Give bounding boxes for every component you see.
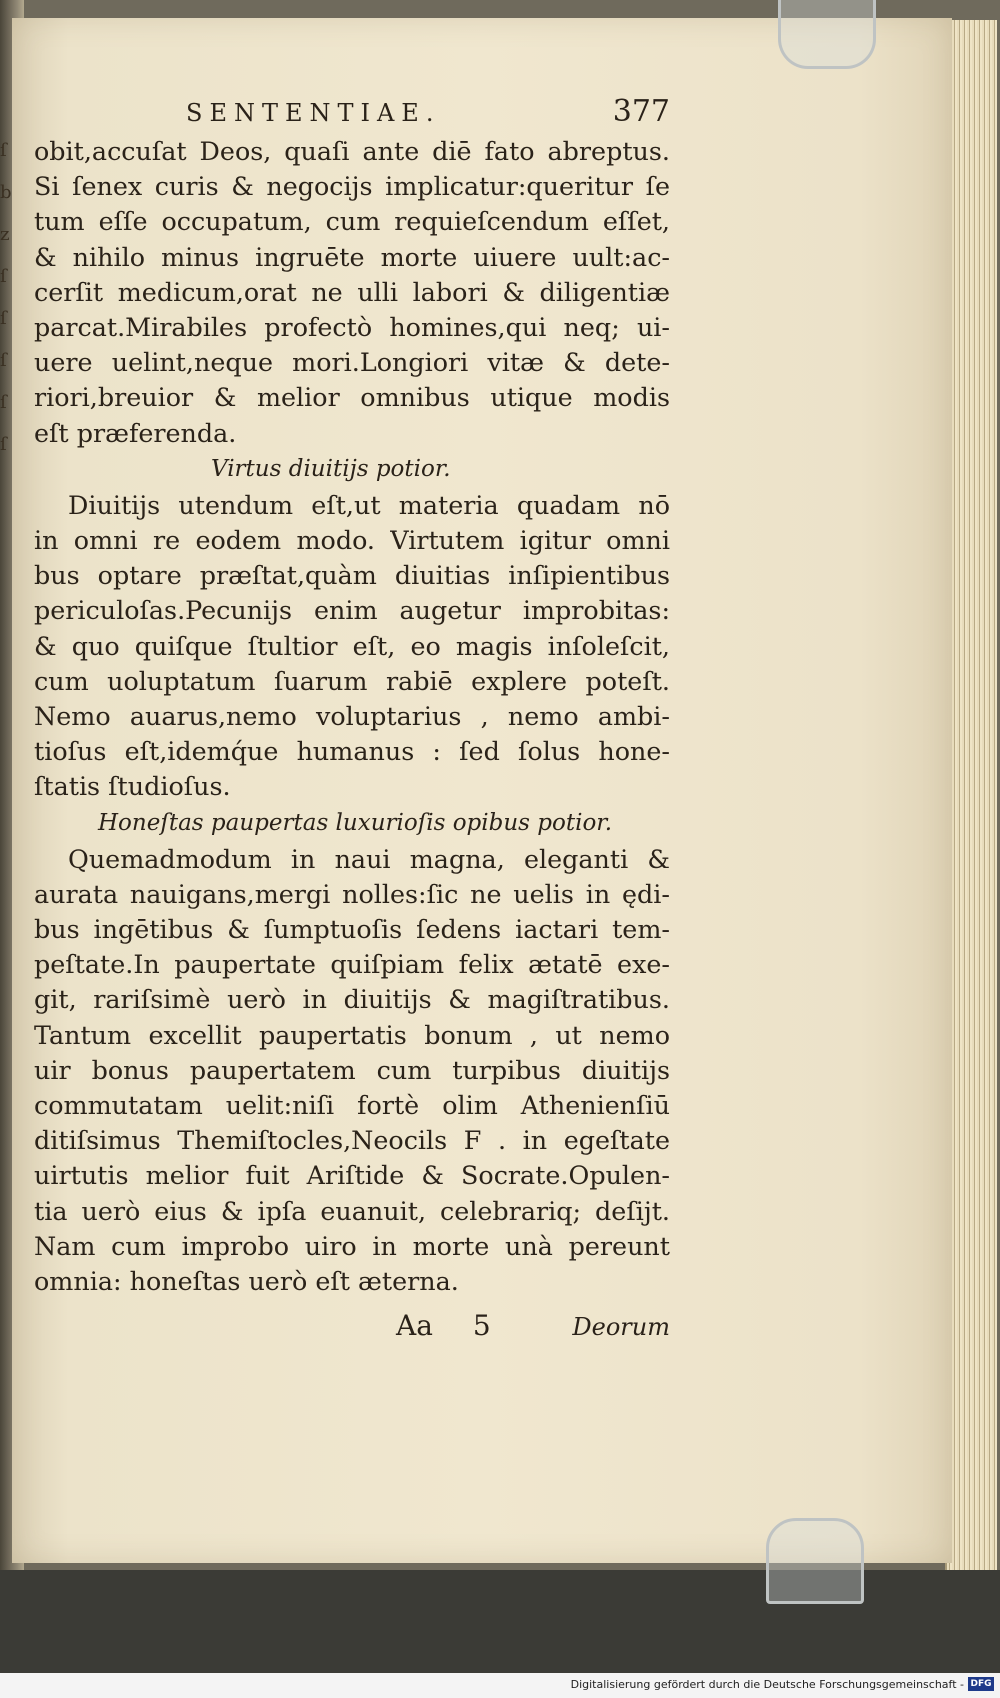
text-line: parcat.Mirabiles profectò homines,qui neq; ui-	[34, 312, 670, 343]
text-line: bus optare præſtat,quàm diuitias inſipientibus	[34, 560, 670, 591]
text-line: cum uoluptatum ſuarum rabiē explere poteſt.	[34, 665, 670, 696]
text-line: & quo quiſque ſtultior eſt, eo magis inſoleſcit,	[34, 630, 670, 661]
text-line: Nam cum improbo uiro in morte unà pereunt	[34, 1230, 670, 1261]
text-line: tioſus eſt,idemq́ue humanus : ſed ſolus hone-	[34, 736, 670, 767]
text-line: aurata nauigans,mergi nolles:ſic ne uelis in ędi-	[34, 878, 670, 909]
signature-number: 5	[472, 1309, 491, 1343]
paragraph-2	[34, 488, 670, 805]
text-line: eſt præferenda.	[34, 417, 237, 448]
page-header	[34, 94, 670, 134]
text-line: uirtutis melior fuit Ariſtide & Socrate.Opulen-	[34, 1160, 670, 1191]
section-heading: Virtus diuitijs potior.	[211, 455, 451, 482]
text-line: Nemo auarus,nemo voluptarius , nemo ambi-	[34, 701, 670, 732]
facing-page-bleed: ſ b z ſ ſ ſ ſ ſ	[0, 140, 12, 455]
page-text	[34, 94, 670, 1342]
text-line: riori,breuior & melior omnibus utique modis	[34, 382, 670, 413]
text-line: peſtate.In paupertate quiſpiam felix ætatē exe-	[34, 949, 670, 980]
text-line: uere uelint,neque mori.Longiori vitæ & dete-	[34, 347, 670, 378]
text-line: & nihilo minus ingruēte morte uiuere uult:ac-	[34, 241, 670, 272]
page-clip-top	[778, 0, 876, 69]
paragraph-1	[34, 134, 670, 451]
page-footer-line	[34, 1309, 670, 1342]
credit-bar	[0, 1673, 1000, 1698]
running-head: SENTENTIAE.	[186, 99, 441, 127]
text-line: in omni re eodem modo. Virtutem igitur omni	[34, 525, 670, 556]
dfg-logo: DFG	[968, 1677, 994, 1691]
text-line: ſtatis ſtudioſus.	[34, 771, 231, 802]
funding-credit: Digitalisierung gefördert durch die Deutsche Forschungsgemeinschaft -	[570, 1678, 964, 1691]
text-line: periculoſas.Pecunijs enim augetur improbitas:	[34, 595, 670, 626]
text-line: git, rariſsimè uerò in diuitijs & magiſtratibus.	[34, 984, 670, 1015]
section-heading: Honeſtas paupertas luxurioſis opibus potior.	[98, 809, 613, 836]
signature-mark	[396, 1309, 531, 1342]
signature-letters: Aa	[396, 1309, 433, 1343]
text-line: tia uerò eius & ipſa euanuit, celebrariq; deſijt.	[34, 1195, 670, 1226]
page-clip-bottom	[766, 1518, 864, 1604]
text-line: bus ingētibus & ſumptuoſis ſedens iactari tem-	[34, 914, 670, 945]
text-line: omnia: honeſtas uerò eſt æterna.	[34, 1266, 459, 1297]
text-line: uir bonus paupertatem cum turpibus diuitijs	[34, 1054, 670, 1085]
text-line: Tantum excellit paupertatis bonum , ut nemo	[34, 1019, 670, 1050]
text-line: Si ſenex curis & negocijs implicatur:queritur ſe	[34, 171, 670, 202]
page-edges	[945, 20, 997, 1580]
text-line: Quemadmodum in naui magna, eleganti &	[68, 843, 670, 874]
text-line: cerſit medicum,orat ne ulli labori & diligentiæ	[34, 276, 670, 307]
text-line: commutatam uelit:niſi fortè olim Athenienſiū	[34, 1090, 670, 1121]
text-line: obit,accuſat Deos, quaſi ante diē fato abreptus.	[34, 136, 670, 166]
text-line: ditiſsimus Themiſtocles,Neocils F . in egeſtate	[34, 1125, 670, 1156]
text-line: Diuitijs utendum eſt,ut materia quadam nō	[68, 489, 670, 520]
catchword: Deorum	[572, 1313, 670, 1342]
text-line: tum eſſe occupatum, cum requieſcendum eſſet,	[34, 206, 670, 237]
page-number: 377	[612, 94, 670, 129]
paragraph-3	[34, 842, 670, 1300]
